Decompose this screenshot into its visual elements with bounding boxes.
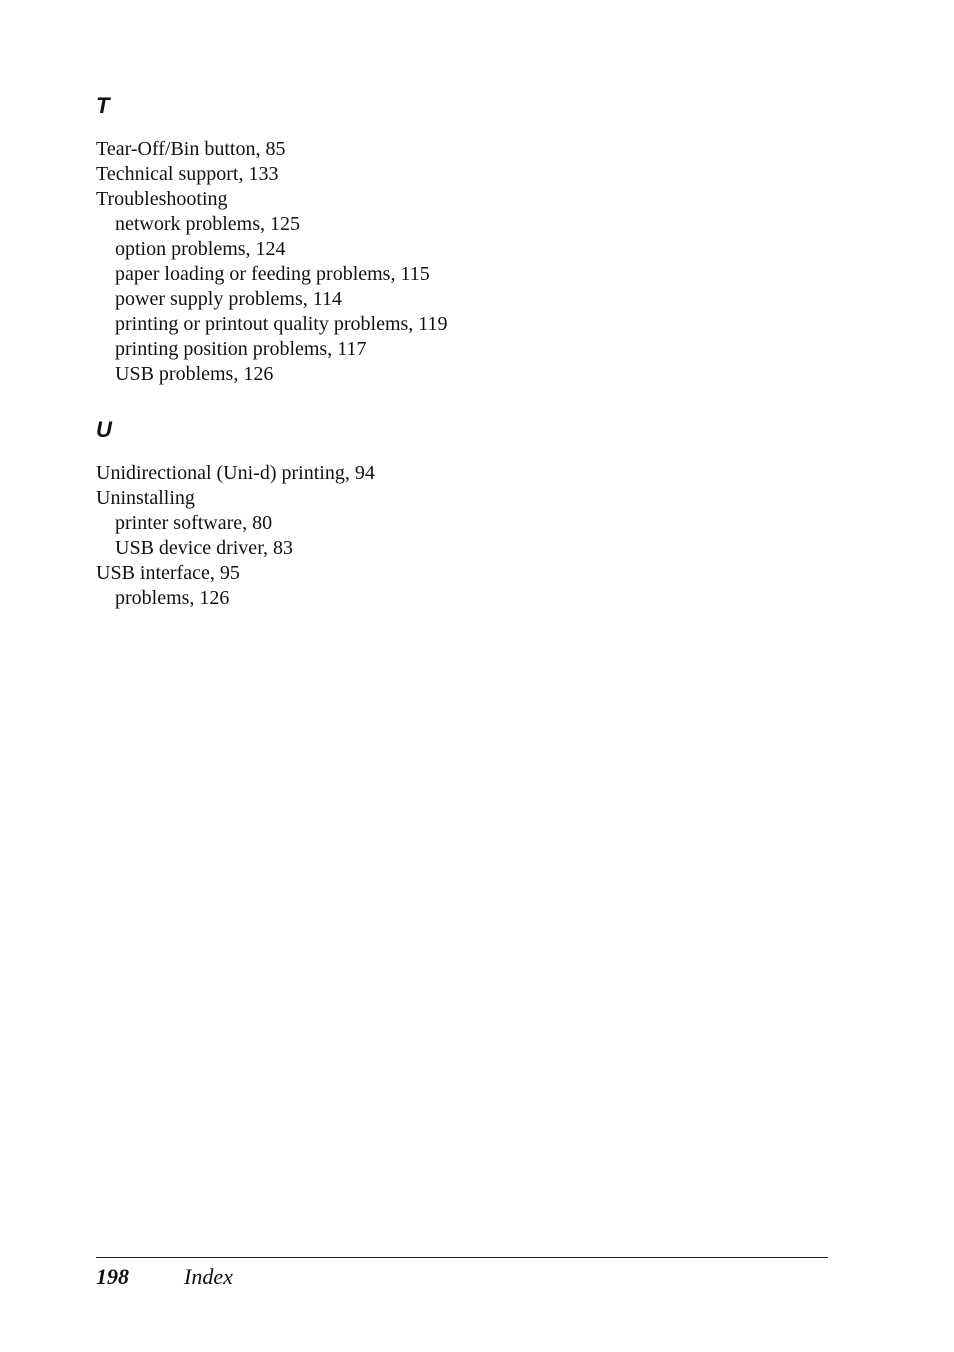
index-entry: USB interface, 95 (96, 562, 240, 584)
footer-divider (96, 1257, 828, 1258)
section-letter-heading: T (96, 93, 110, 118)
index-entry: Unidirectional (Uni-d) printing, 94 (96, 462, 375, 484)
index-subentry: printing position problems, 117 (115, 338, 367, 360)
section-letter-heading: U (96, 417, 112, 442)
index-entry: Tear-Off/Bin button, 85 (96, 138, 286, 160)
index-subentry: power supply problems, 114 (115, 288, 343, 310)
index-subentry: printer software, 80 (115, 512, 273, 534)
running-title: Index (184, 1264, 233, 1289)
index-entry: Uninstalling (96, 487, 195, 509)
index-entry-list (96, 461, 375, 611)
page-number: 198 (96, 1264, 129, 1289)
index-section-t (96, 92, 448, 387)
index-subentry: USB device driver, 83 (115, 537, 294, 559)
page-footer (96, 1262, 233, 1292)
index-subentry: network problems, 125 (115, 213, 300, 235)
index-section-u (96, 416, 375, 611)
index-subentry: printing or printout quality problems, 119 (115, 313, 448, 335)
index-subentry: USB problems, 126 (115, 363, 274, 385)
index-subentry: option problems, 124 (115, 238, 286, 260)
index-entry-list (96, 137, 448, 387)
index-entry: Troubleshooting (96, 188, 228, 210)
index-subentry: paper loading or feeding problems, 115 (115, 263, 430, 285)
index-entry: Technical support, 133 (96, 163, 279, 185)
index-subentry: problems, 126 (115, 587, 230, 609)
